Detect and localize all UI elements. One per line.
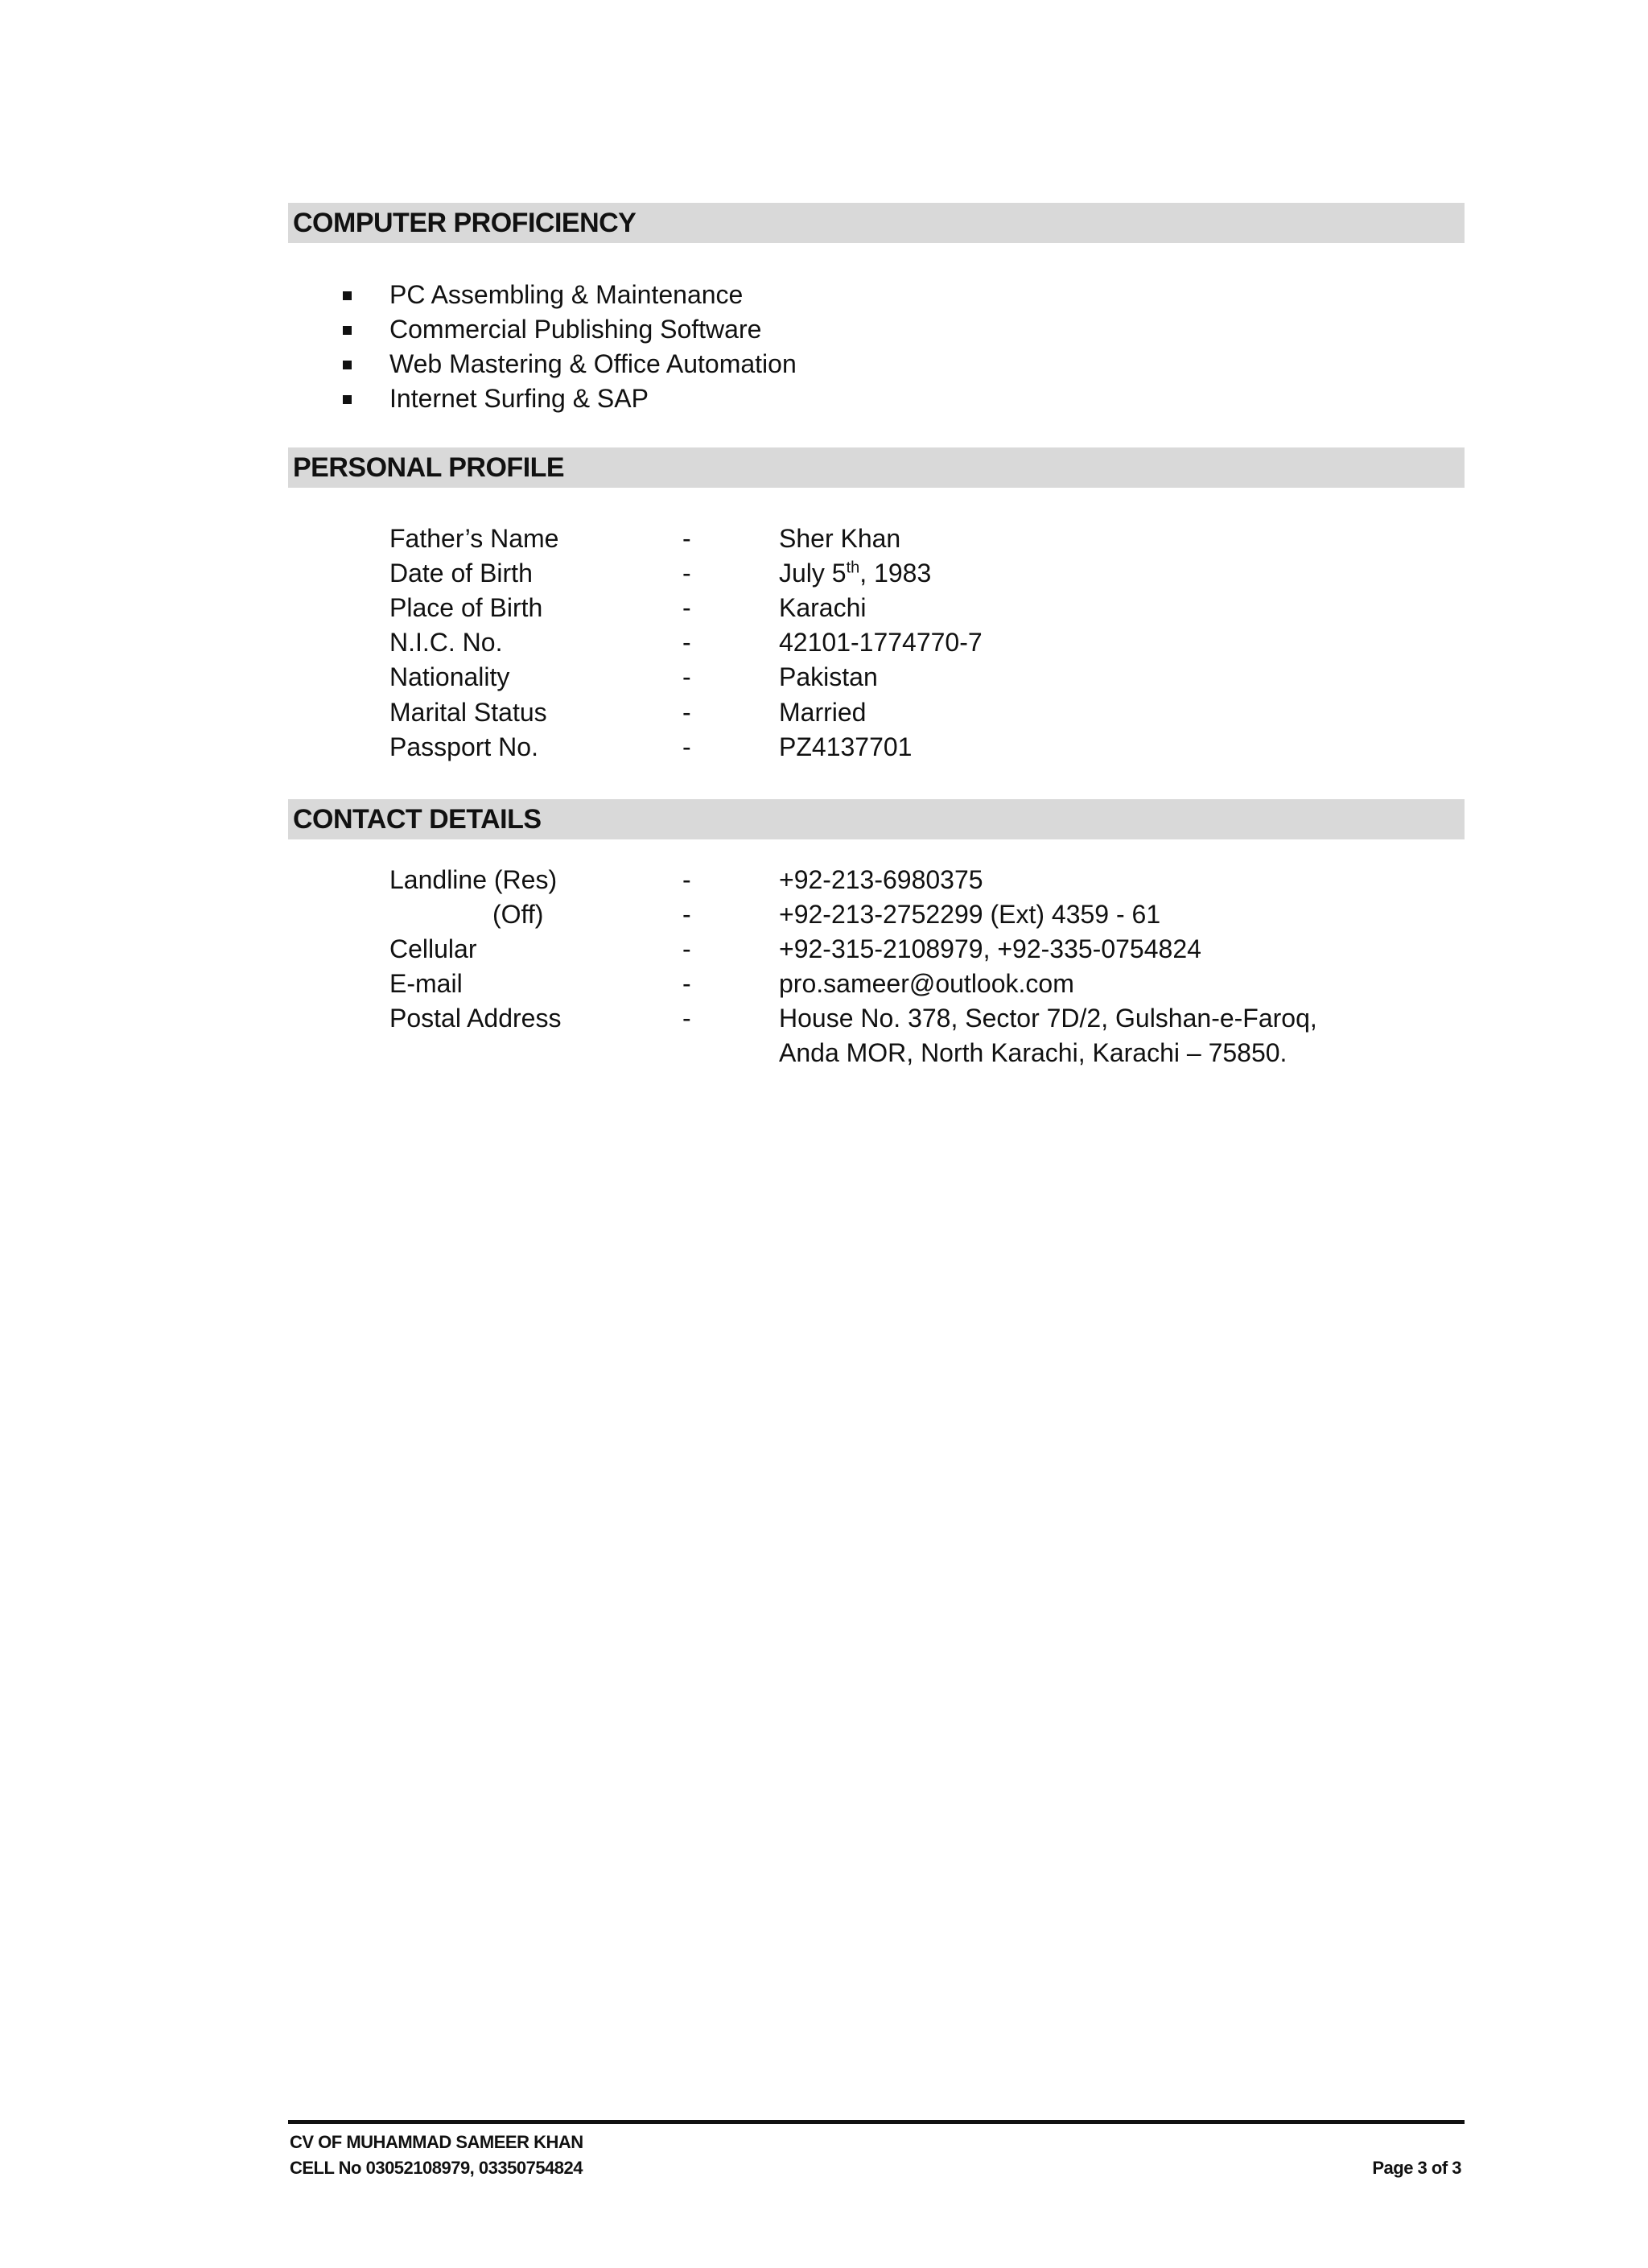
field-label: Marital Status <box>389 698 547 727</box>
section-header-contact-details: CONTACT DETAILS <box>288 799 1465 839</box>
field-value: PZ4137701 <box>779 732 913 761</box>
dob-value-year: , 1983 <box>859 559 932 588</box>
separator-dash: - <box>682 698 691 727</box>
separator-dash: - <box>682 593 691 622</box>
separator-dash: - <box>682 524 691 553</box>
list-item <box>338 278 797 312</box>
separator-dash: - <box>682 969 691 998</box>
field-label: Place of Birth <box>389 593 543 622</box>
field-label: Date of Birth <box>389 559 533 588</box>
field-value: Anda MOR, North Karachi, Karachi – 75850. <box>779 1038 1288 1067</box>
footer-cell: CELL No 03052108979, 03350754824 <box>290 2158 583 2178</box>
field-value: Pakistan <box>779 662 878 691</box>
dob-value-main: July 5 <box>779 559 847 588</box>
list-item-text: Internet Surfing & SAP <box>389 384 649 413</box>
separator-dash: - <box>682 934 691 963</box>
field-label: (Off) <box>492 900 544 929</box>
profile-row-date-of-birth <box>0 556 1648 591</box>
list-item-text: Commercial Publishing Software <box>389 315 762 344</box>
field-value: +92-315-2108979, +92-335-0754824 <box>779 934 1201 963</box>
field-label: Father’s Name <box>389 524 559 553</box>
profile-row-place-of-birth <box>0 591 1648 625</box>
list-item <box>338 312 797 347</box>
contact-row-postal-address-line2 <box>0 1036 1648 1070</box>
field-label: Passport No. <box>389 732 538 761</box>
bullet-square-icon <box>343 361 352 369</box>
footer-cv-of: CV OF MUHAMMAD SAMEER KHAN <box>290 2132 583 2152</box>
field-value: House No. 378, Sector 7D/2, Gulshan-e-Faroq, <box>779 1004 1317 1033</box>
separator-dash: - <box>682 662 691 691</box>
field-value: Sher Khan <box>779 524 901 553</box>
field-value: +92-213-6980375 <box>779 865 983 894</box>
contact-row-cellular <box>0 932 1648 967</box>
profile-row-nationality <box>0 660 1648 695</box>
list-item <box>338 347 797 381</box>
bullet-square-icon <box>343 291 352 300</box>
field-value: 42101-1774770-7 <box>779 628 983 657</box>
footer-divider <box>288 2120 1465 2124</box>
separator-dash: - <box>682 628 691 657</box>
field-value: Married <box>779 698 867 727</box>
separator-dash: - <box>682 1004 691 1033</box>
contact-row-landline-off <box>0 897 1648 932</box>
field-label: N.I.C. No. <box>389 628 503 657</box>
contact-row-landline-res <box>0 863 1648 897</box>
separator-dash: - <box>682 900 691 929</box>
footer-page-number: Page 3 of 3 <box>1372 2158 1461 2178</box>
field-label: Nationality <box>389 662 510 691</box>
section-header-computer-proficiency: COMPUTER PROFICIENCY <box>288 203 1465 243</box>
contact-row-email <box>0 967 1648 1001</box>
separator-dash: - <box>682 865 691 894</box>
list-item-text: Web Mastering & Office Automation <box>389 349 797 378</box>
profile-row-nic <box>0 625 1648 660</box>
field-label: Landline (Res) <box>389 865 558 894</box>
bullet-square-icon <box>343 395 352 404</box>
field-label: Cellular <box>389 934 477 963</box>
field-label: Postal Address <box>389 1004 562 1033</box>
section-header-personal-profile: PERSONAL PROFILE <box>288 447 1465 488</box>
profile-row-marital-status <box>0 695 1648 730</box>
list-item-text: PC Assembling & Maintenance <box>389 280 744 309</box>
contact-row-postal-address <box>0 1001 1648 1036</box>
field-label: E-mail <box>389 969 463 998</box>
dob-value-ordinal: th <box>846 559 860 577</box>
field-value <box>779 556 931 591</box>
profile-row-fathers-name <box>0 522 1648 556</box>
field-value: Karachi <box>779 593 867 622</box>
bullet-square-icon <box>343 326 352 335</box>
computer-skills-list <box>338 278 797 416</box>
list-item <box>338 381 797 416</box>
field-value: pro.sameer@outlook.com <box>779 969 1074 998</box>
profile-row-passport <box>0 730 1648 765</box>
separator-dash: - <box>682 732 691 761</box>
field-value: +92-213-2752299 (Ext) 4359 - 61 <box>779 900 1161 929</box>
separator-dash: - <box>682 559 691 588</box>
